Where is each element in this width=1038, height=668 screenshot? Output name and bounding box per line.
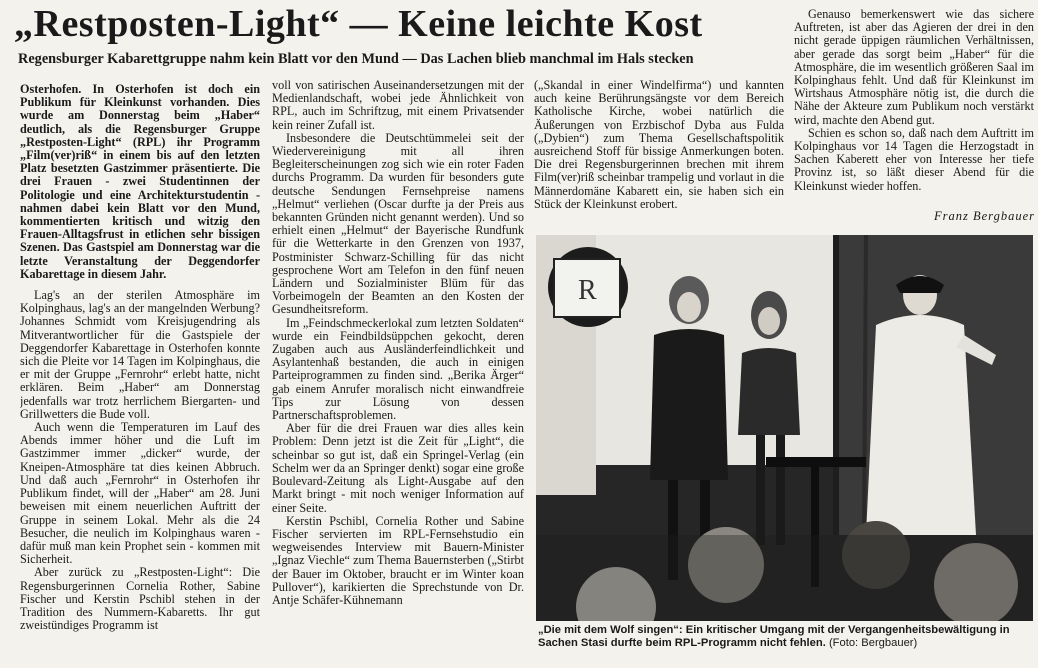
paragraph: voll von satirischen Auseinandersetzungen mit der Medienlandschaft, wobei jede Ähnlichkeit von RPL, auch im Schriftzug, mit einem Privatsender kein reiner Zufall ist. — [272, 79, 524, 132]
paragraph: Schien es schon so, daß nach dem Auftritt im Kolpinghaus vor 14 Tagen die Herzogstadt in Sachen Kaberett eher von Interesse her tiefe Provinz ist, so läßt dieser Abend für die Kleinkunst wieder hoffen. — [794, 125, 1034, 193]
column-4 — [794, 8, 1034, 206]
paragraph: Lag's an der sterilen Atmosphäre im Kolpinghaus, lag's an der mangelnden Werbung? Johannes Schmidt vom Kreisjugendring als Mitverantwortlicher für die Gastspiele der Deggendorfer Kabarettage in Osterhofen konnte sich die Pleite vor 14 Tagen im Kolpinghaus, die er mit der Gruppe „Fernrohr“ erlebt hatte, nicht erklären. Beim „Haber“ am Donnerstag jedenfalls war trotz herrlichem Biergarten- und Grillwetters die Bude voll. — [20, 288, 260, 421]
column-3 — [534, 79, 784, 229]
byline: Franz Bergbauer — [934, 209, 1035, 223]
headline: „Restposten-Light“ — Keine leichte Kost — [14, 3, 703, 45]
paragraph: Auch wenn die Temperaturen im Lauf des Abends immer höher und die Luft im Gastzimmer immer „dicker“ wurde, der Kneipen-Atmosphäre tat dies keinen Abbruch. Und daß auch „Fernrohr“ in Osterhofen ihr Publikum findet, will der „Haber“ am 28. Juni beweisen mit einem neuerlichen Auftritt der Gruppe in seinem Lokal. Mehr als die 24 Besucher, die neulich im Kolpinghaus waren - dafür muß man kein Prophet sein - kommen mit Sicherheit. — [20, 420, 260, 567]
photo-caption — [538, 624, 1034, 650]
paragraph: Insbesondere die Deutschtümmelei seit der Wiedervereinigung mit all ihren Begleiterscheinungen zog sich wie ein roter Faden durchs Programm. Da wurden für besonders gute deutsche Sendungen Fernsehpreise namens „Helmut“ verliehen (Oscar durfte ja der Preis aus bekannten Gründen nicht genannt werden). Und so erhielt einen „Helmut“ der Bayerische Rundfunk für die Wetterkarte in den Grenzen von 1937, Postminister Schwarz-Schilling für das nicht gesprochene Wort am Telefon in den fünf neuen Ländern und Sozialminister Blüm für das Vorbeimogeln der Beamten an den Kosten der Gesundheitsreform. — [272, 130, 524, 317]
photo-credit: (Foto: Bergbauer) — [828, 637, 918, 649]
paragraph: Genauso bemerkenswert wie das sichere Auftreten, ist aber das Agieren der drei in den nicht gerade üppigen räumlichen Verhältnissen, aber gerade das sorgt beim „Haber“ für die Atmosphäre, die im wesentlich größeren Saal im Kolpinghaus fehlt. Und daß für Kleinkunst im Wirtshaus Atmosphäre nötig ist, die durch die Nähe der Akteure zum Publikum noch verstärkt wird, machte den Abend gut. — [794, 8, 1034, 127]
stage-photo — [536, 235, 1033, 621]
column-2 — [272, 79, 524, 665]
subheadline: Regensburger Kabarettgruppe nahm kein Blatt vor den Mund — Das Lachen blieb manchmal im Hals stecken — [18, 51, 694, 67]
sign-letter: R — [578, 275, 597, 306]
paragraph: Aber zurück zu „Restposten-Light“: Die Regensburgerinnen Cornelia Rother, Sabine Fischer und Kerstin Pschibl stehen in der Tradition des Nummern-Kabaretts. Ihr gut zweistündiges Programm ist — [20, 565, 260, 633]
column-1 — [20, 83, 260, 665]
paragraph: Aber für die drei Frauen war dies alles kein Problem: Denn jetzt ist die Zeit für „Light“, die scheinbar so gut ist, daß ein Springel-Verlag (ein Schelm wer da an Springer denkt) sogar eine große Boulevard-Zeitung als Light-Ausgabe auf den Markt bringt - mit noch weniger Information auf einer Seite. — [272, 421, 524, 515]
paragraph: Im „Feindschmeckerlokal zum letzten Soldaten“ wurde ein Feindbildsüppchen gekocht, deren Zugaben auch aus Ausländerfeindlichkeit und Asylantenhaß bestanden, die auch in einigen Parteiprogrammen zu finden sind. „Berika Ärger“ gab einem Anrufer moralisch nicht einwandfreie Tips zur Lösung von dessen Partnerschaftsproblemen. — [272, 315, 524, 423]
caption-text: „Die mit dem Wolf singen“: Ein kritischer Umgang mit der Vergangenheitsbewältigung in Sachen Stasi durfte beim RPL-Programm nicht fehlen. — [538, 624, 1010, 649]
paragraph: Kerstin Pschibl, Cornelia Rother und Sabine Fischer servierten im RPL-Fernsehstudio ein wegweisendes Interview mit Bauern-Minister „Ignaz Viechle“ zum Thema Bauernsterben („Stirbt der Bauer im Oktober, braucht er im Winter koan Pullover“), karikierten die Sprechstunde von Dr. Antje Schäfer-Kühnemann — [272, 513, 524, 607]
lead-paragraph: Osterhofen. In Osterhofen ist doch ein Publikum für Kleinkunst vorhanden. Dies wurde am Donnerstag beim „Haber“ deutlich, als die Regensburger Gruppe „Restposten-Light“ (RPL) ihr Programm „Film(ver)riß“ in einem bis auf den letzten Platz besetzten Gastzimmer präsentierte. Die drei Frauen - zwei Studentinnen der Politologie und eine Architekturstudentin - nahmen dabei kein Blatt vor den Mund, kommentierten kritisch und witzig den Frauen-Alltagsfrust in etlichen sehr bissigen Szenen. Das Gastspiel am Donnerstag war die letzte Veranstaltung der Deggendorfer Kabarettage in diesem Jahr. — [20, 83, 260, 281]
stage-photo-image — [536, 235, 1033, 621]
paragraph: („Skandal in einer Windelfirma“) und kannten auch keine Berührungsängste vor dem Bereich Katholische Kirche, wobei natürlich die Äußerungen von Erzbischof Dyba aus Fulda („Dybien“) zum Thema Gesellschaftspolitik ausreichend Stoff für bissige Anmerkungen boten. Die drei Regensburgerinnen brechen mit ihrem Film(ver)riß scheinbar trampelig und vorlaut in die Männerdomäne Kabarett ein, sie haben sich ein Stück der Kleinkunst erobert. — [534, 79, 784, 211]
